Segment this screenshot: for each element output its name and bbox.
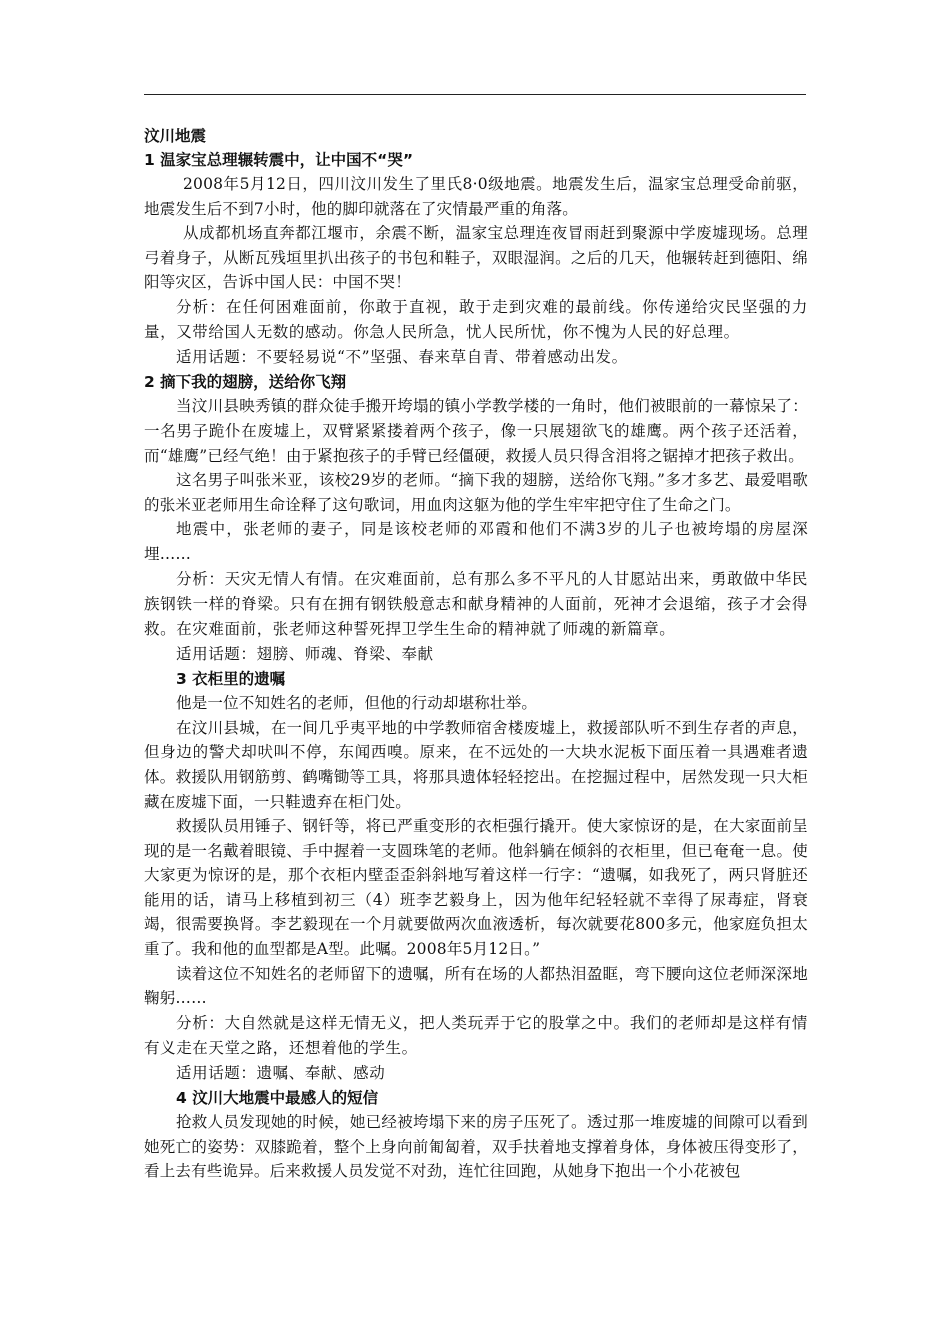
section-2-analysis: 分析：天灾无情人有情。在灾难面前，总有那么多不平凡的人甘愿站出来，勇敢做中华民族钢铁一样的脊梁。只有在拥有钢铁般意志和献身精神的人面前，死神才会退缩，孩子才会得救。在灾难面前，张老师这种誓死捍卫学生生命的精神就了师魂的新篇章。 bbox=[144, 569, 808, 638]
section-3-topics: 适用话题：遗嘱、奉献、感动 bbox=[176, 1064, 386, 1083]
section-3-analysis: 分析：大自然就是这样无情无义，把人类玩弄于它的股掌之中。我们的老师却是这样有情有义走在天堂之路，还想着他的学生。 bbox=[144, 1013, 808, 1058]
section-4-paragraph-1: 抢救人员发现她的时候，她已经被垮塌下来的房子压死了。透过那一堆废墟的间隙可以看到她死亡的姿势：双膝跪着，整个上身向前匍匐着，双手扶着地支撑着身体，身体被压得变形了，看上去有些诡异。后来救援人员发觉不对劲，连忙往回跑，从她身下抱出一个小花被包 bbox=[144, 1113, 808, 1181]
section-2-paragraph-3: 地震中，张老师的妻子，同是该校老师的邓霞和他们不满3岁的儿子也被垮塌的房屋深埋…… bbox=[144, 520, 808, 563]
section-2-paragraph-2: 这名男子叫张米亚，该校29岁的老师。“摘下我的翅膀，送给你飞翔。”多才多艺、最爱唱歌的张米亚老师用生命诠释了这句歌词，用血肉这躯为他的学生牢牢把守住了生命之门。 bbox=[144, 471, 808, 514]
document-title: 汶川地震 bbox=[144, 127, 207, 145]
header-rule bbox=[144, 94, 806, 95]
section-3-paragraph-4: 读着这位不知姓名的老师留下的遗嘱，所有在场的人都热泪盈眶，弯下腰向这位老师深深地鞠躬…… bbox=[144, 964, 808, 1008]
section-heading-3: 3 衣柜里的遗嘱 bbox=[176, 670, 286, 689]
section-heading-4: 4 汶川大地震中最感人的短信 bbox=[176, 1089, 379, 1108]
section-3-paragraph-3: 救援队员用锤子、钢钎等，将已严重变形的衣柜强行撬开。使大家惊讶的是，在大家面前呈现的是一名戴着眼镜、手中握着一支圆珠笔的老师。他斜躺在倾斜的衣柜里，但已奄奄一息。使大家更为惊讶的是，那个衣柜内壁歪歪斜斜地写着这样一行字：“遗嘱，如我死了，两只肾脏还能用的话，请马上移植到初三（4）班李艺毅身上，因为他年纪轻轻就不幸得了尿毒症，肾衰竭，很需要换肾。李艺毅现在一个月就要做两次血液透析，每次就要花800多元，他家庭负担太重了。我和他的血型都是A型。此嘱。2008年5月12日。” bbox=[144, 817, 808, 959]
section-3-paragraph-2: 在汶川县城，在一间几乎夷平地的中学教师宿舍楼废墟上，救援部队听不到生存者的声息，但身边的警犬却吠叫不停，东闻西嗅。原来，在不远处的一大块水泥板下面压着一具遇难者遗体。救援队用钢筋剪、鹤嘴锄等工具，将那具遗体轻轻挖出。在挖掘过程中，居然发现一只大柜藏在废墟下面，一只鞋遗弃在柜门处。 bbox=[144, 718, 808, 811]
section-2-topics: 适用话题：翅膀、师魂、脊梁、奉献 bbox=[176, 645, 434, 664]
section-heading-2: 2 摘下我的翅膀，送给你飞翔 bbox=[144, 373, 347, 392]
section-1-topics: 适用话题：不要轻易说“不”坚强、春来草自青、带着感动出发。 bbox=[176, 348, 628, 367]
section-1-paragraph-1: 2008年5月12日，四川汶川发生了里氏8·0级地震。地震发生后，温家宝总理受命前驱，地震发生后不到7小时，他的脚印就落在了灾情最严重的角落。 bbox=[144, 175, 808, 218]
section-1-paragraph-2: 从成都机场直奔都江堰市，余震不断，温家宝总理连夜冒雨赶到聚源中学废墟现场。总理弓着身子，从断瓦残垣里扒出孩子的书包和鞋子，双眼湿润。之后的几天，他辗转赶到德阳、绵阳等灾区，告诉中国人民：中国不哭！ bbox=[144, 224, 808, 292]
section-3-paragraph-1: 他是一位不知姓名的老师，但他的行动却堪称壮举。 bbox=[176, 694, 538, 713]
section-2-paragraph-1: 当汶川县映秀镇的群众徒手搬开垮塌的镇小学教学楼的一角时，他们被眼前的一幕惊呆了：一名男子跪仆在废墟上，双臂紧紧搂着两个孩子，像一只展翅欲飞的雄鹰。两个孩子还活着，而“雄鹰”已经气绝！由于紧抱孩子的手臂已经僵硬，救援人员只得含泪将之锯掉才把孩子救出。 bbox=[144, 397, 808, 465]
document-body bbox=[144, 124, 808, 1184]
section-1-analysis: 分析：在任何困难面前，你敢于直视，敢于走到灾难的最前线。你传递给灾民坚强的力量，又带给国人无数的感动。你急人民所急，忧人民所忧，你不愧为人民的好总理。 bbox=[144, 297, 808, 342]
section-heading-1: 1 温家宝总理辗转震中，让中国不“哭” bbox=[144, 151, 414, 169]
